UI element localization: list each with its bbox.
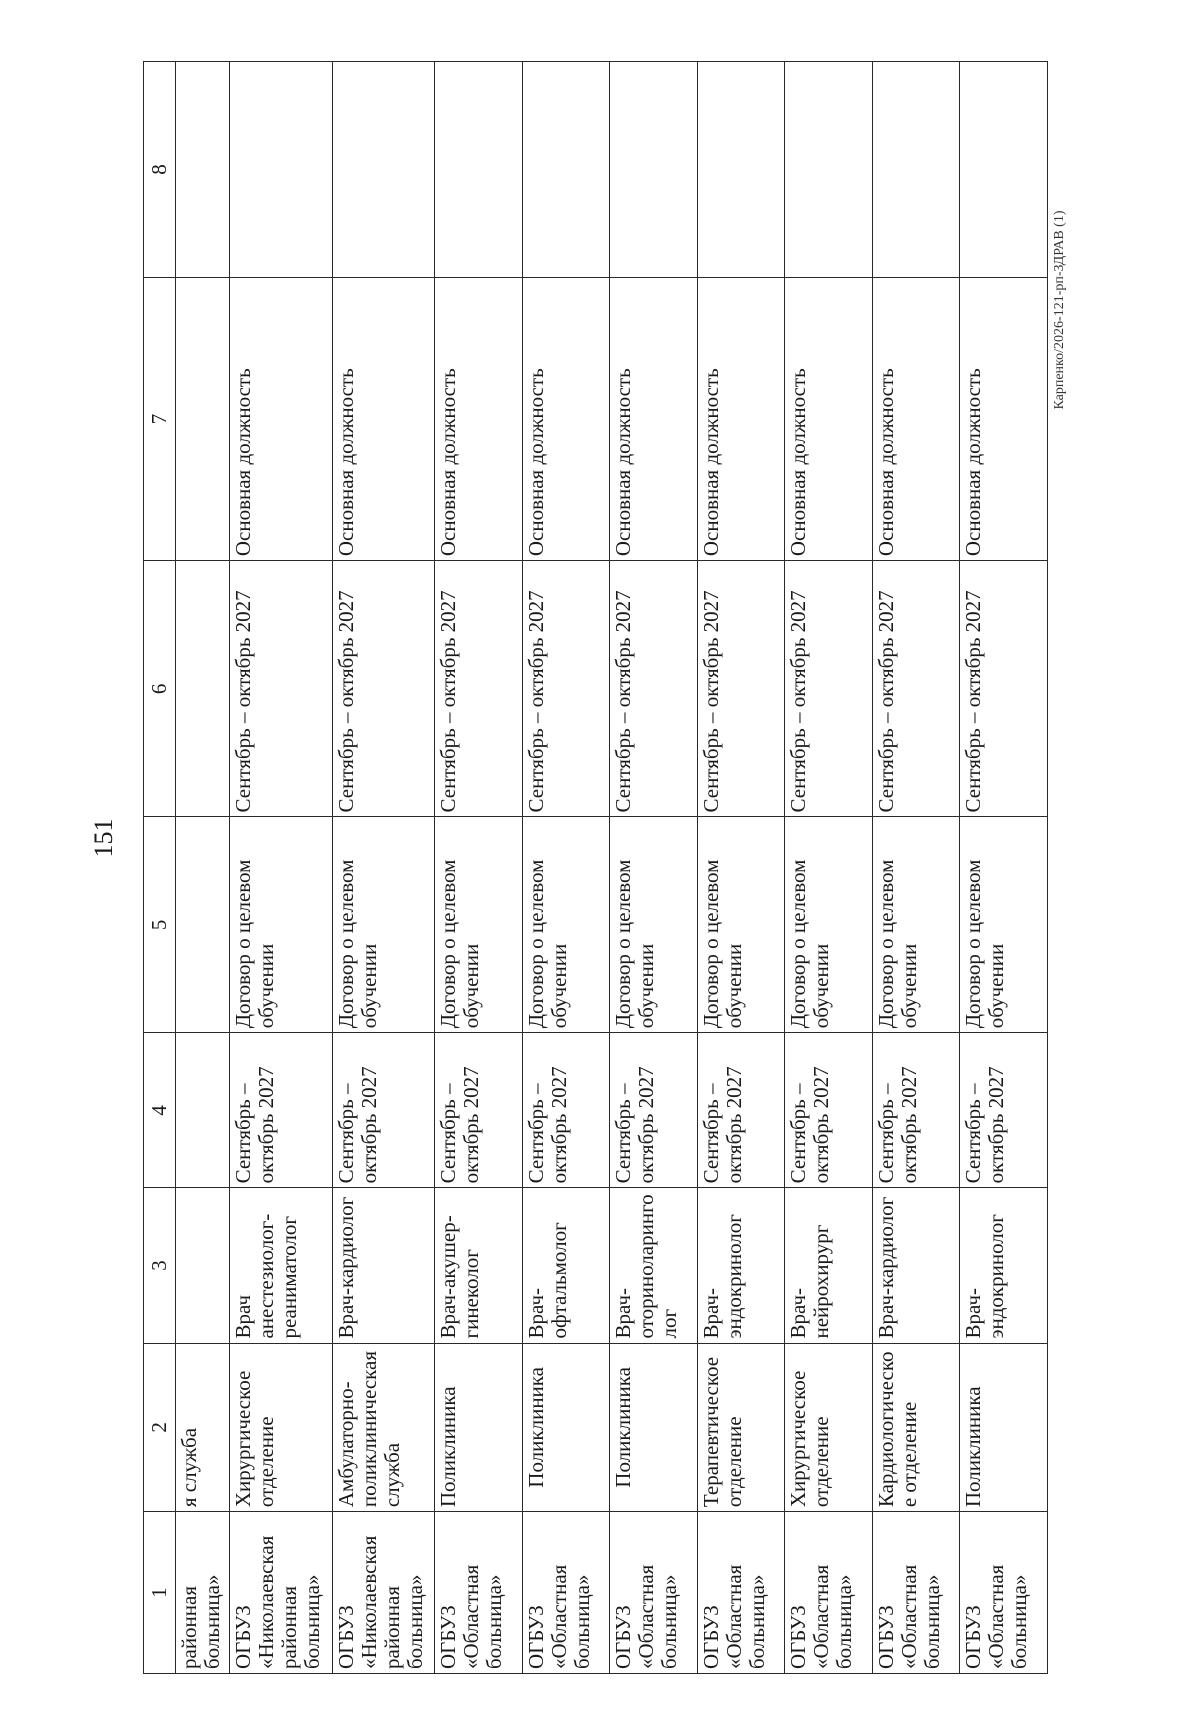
cell-contract: Договор о целевом обучении	[332, 817, 434, 1033]
footer-code: Карпенко/2026-121-рп-ЗДРАВ (1)	[1052, 210, 1067, 410]
cell-col8	[230, 62, 332, 278]
cell-department: Амбулаторно-поликлиническая служба	[332, 1343, 434, 1512]
cell-contract: Договор о целевом обучении	[610, 817, 698, 1033]
cell-position: Врач-оториноларинголог	[610, 1188, 698, 1343]
cell-col4: Сентябрь – октябрь 2027	[435, 1033, 523, 1188]
cell-col6: Сентябрь – октябрь 2027	[785, 561, 873, 817]
cell-organization: районная больница»	[175, 1512, 230, 1674]
cell-col6: Сентябрь – октябрь 2027	[610, 561, 698, 817]
header-cell: 3	[144, 1188, 176, 1343]
header-cell: 4	[144, 1033, 176, 1188]
cell-col4	[175, 1033, 230, 1188]
cell-col8	[435, 62, 523, 278]
table-row	[522, 62, 610, 1674]
cell-col8	[785, 62, 873, 278]
cell-col6: Сентябрь – октябрь 2027	[697, 561, 785, 817]
cell-position	[175, 1188, 230, 1343]
cell-col4: Сентябрь – октябрь 2027	[230, 1033, 332, 1188]
table-row	[785, 62, 873, 1674]
table-header-row	[144, 62, 176, 1674]
cell-col4: Сентябрь – октябрь 2027	[697, 1033, 785, 1188]
table-row	[610, 62, 698, 1674]
cell-col8	[697, 62, 785, 278]
cell-position: Врач-акушер-гинеколог	[435, 1188, 523, 1343]
cell-department: Терапевтическое отделение	[697, 1343, 785, 1512]
cell-col6: Сентябрь – октябрь 2027	[435, 561, 523, 817]
cell-organization: ОГБУЗ «Областная больница»	[872, 1512, 960, 1674]
cell-department: Хирургическое отделение	[785, 1343, 873, 1512]
cell-col6: Сентябрь – октябрь 2027	[872, 561, 960, 817]
header-cell: 7	[144, 277, 176, 560]
cell-col6: Сентябрь – октябрь 2027	[332, 561, 434, 817]
cell-organization: ОГБУЗ «Областная больница»	[435, 1512, 523, 1674]
cell-contract: Договор о целевом обучении	[230, 817, 332, 1033]
cell-col4: Сентябрь – октябрь 2027	[332, 1033, 434, 1188]
table-row	[697, 62, 785, 1674]
cell-position: Врач-нейрохирург	[785, 1188, 873, 1343]
table-row	[332, 62, 434, 1674]
cell-position: Врач-офтальмолог	[522, 1188, 610, 1343]
table-row	[230, 62, 332, 1674]
header-cell: 6	[144, 561, 176, 817]
table-row	[435, 62, 523, 1674]
cell-department: Хирургическое отделение	[230, 1343, 332, 1512]
cell-contract	[175, 817, 230, 1033]
cell-col6: Сентябрь – октябрь 2027	[230, 561, 332, 817]
cell-status: Основная должность	[697, 277, 785, 560]
cell-status: Основная должность	[230, 277, 332, 560]
cell-organization: ОГБУЗ «Николаевская районная больница»	[332, 1512, 434, 1674]
cell-organization: ОГБУЗ «Областная больница»	[785, 1512, 873, 1674]
cell-contract: Договор о целевом обучении	[785, 817, 873, 1033]
cell-status: Основная должность	[435, 277, 523, 560]
cell-department: Поликлиника	[522, 1343, 610, 1512]
cell-col8	[610, 62, 698, 278]
cell-organization: ОГБУЗ «Областная больница»	[960, 1512, 1048, 1674]
cell-position: Врач анестезиолог-реаниматолог	[230, 1188, 332, 1343]
cell-contract: Договор о целевом обучении	[522, 817, 610, 1033]
cell-status: Основная должность	[332, 277, 434, 560]
table-container	[143, 61, 1048, 1674]
table-row	[872, 62, 960, 1674]
cell-department: Поликлиника	[435, 1343, 523, 1512]
cell-department: Поликлиника	[960, 1343, 1048, 1512]
cell-contract: Договор о целевом обучении	[872, 817, 960, 1033]
cell-col4: Сентябрь – октябрь 2027	[960, 1033, 1048, 1188]
header-cell: 2	[144, 1343, 176, 1512]
cell-status: Основная должность	[522, 277, 610, 560]
cell-organization: ОГБУЗ «Областная больница»	[610, 1512, 698, 1674]
header-cell: 8	[144, 62, 176, 278]
header-cell: 1	[144, 1512, 176, 1674]
cell-col4: Сентябрь – октябрь 2027	[522, 1033, 610, 1188]
cell-col4: Сентябрь – октябрь 2027	[785, 1033, 873, 1188]
cell-organization: ОГБУЗ «Областная больница»	[697, 1512, 785, 1674]
cell-organization: ОГБУЗ «Николаевская районная больница»	[230, 1512, 332, 1674]
cell-status: Основная должность	[610, 277, 698, 560]
cell-status	[175, 277, 230, 560]
cell-contract: Договор о целевом обучении	[435, 817, 523, 1033]
header-cell: 5	[144, 817, 176, 1033]
cell-col4: Сентябрь – октябрь 2027	[872, 1033, 960, 1188]
cell-department: Поликлиника	[610, 1343, 698, 1512]
cell-position: Врач-эндокринолог	[960, 1188, 1048, 1343]
cell-col8	[175, 62, 230, 278]
cell-department: Кардиологическое отделение	[872, 1343, 960, 1512]
cell-col6: Сентябрь – октябрь 2027	[522, 561, 610, 817]
cell-col8	[332, 62, 434, 278]
cell-col6: Сентябрь – октябрь 2027	[960, 561, 1048, 817]
cell-col4: Сентябрь – октябрь 2027	[610, 1033, 698, 1188]
cell-organization: ОГБУЗ «Областная больница»	[522, 1512, 610, 1674]
cell-contract: Договор о целевом обучении	[697, 817, 785, 1033]
cell-position: Врач-кардиолог	[872, 1188, 960, 1343]
cell-col8	[872, 62, 960, 278]
cell-status: Основная должность	[872, 277, 960, 560]
cell-col8	[960, 62, 1048, 278]
cell-status: Основная должность	[785, 277, 873, 560]
cell-status: Основная должность	[960, 277, 1048, 560]
page-number: 151	[89, 818, 118, 858]
cell-contract: Договор о целевом обучении	[960, 817, 1048, 1033]
data-table	[143, 61, 1048, 1674]
cell-position: Врач-кардиолог	[332, 1188, 434, 1343]
cell-col8	[522, 62, 610, 278]
table-row	[960, 62, 1048, 1674]
table-row	[175, 62, 230, 1674]
cell-department: я служба	[175, 1343, 230, 1512]
cell-position: Врач-эндокринолог	[697, 1188, 785, 1343]
cell-col6	[175, 561, 230, 817]
